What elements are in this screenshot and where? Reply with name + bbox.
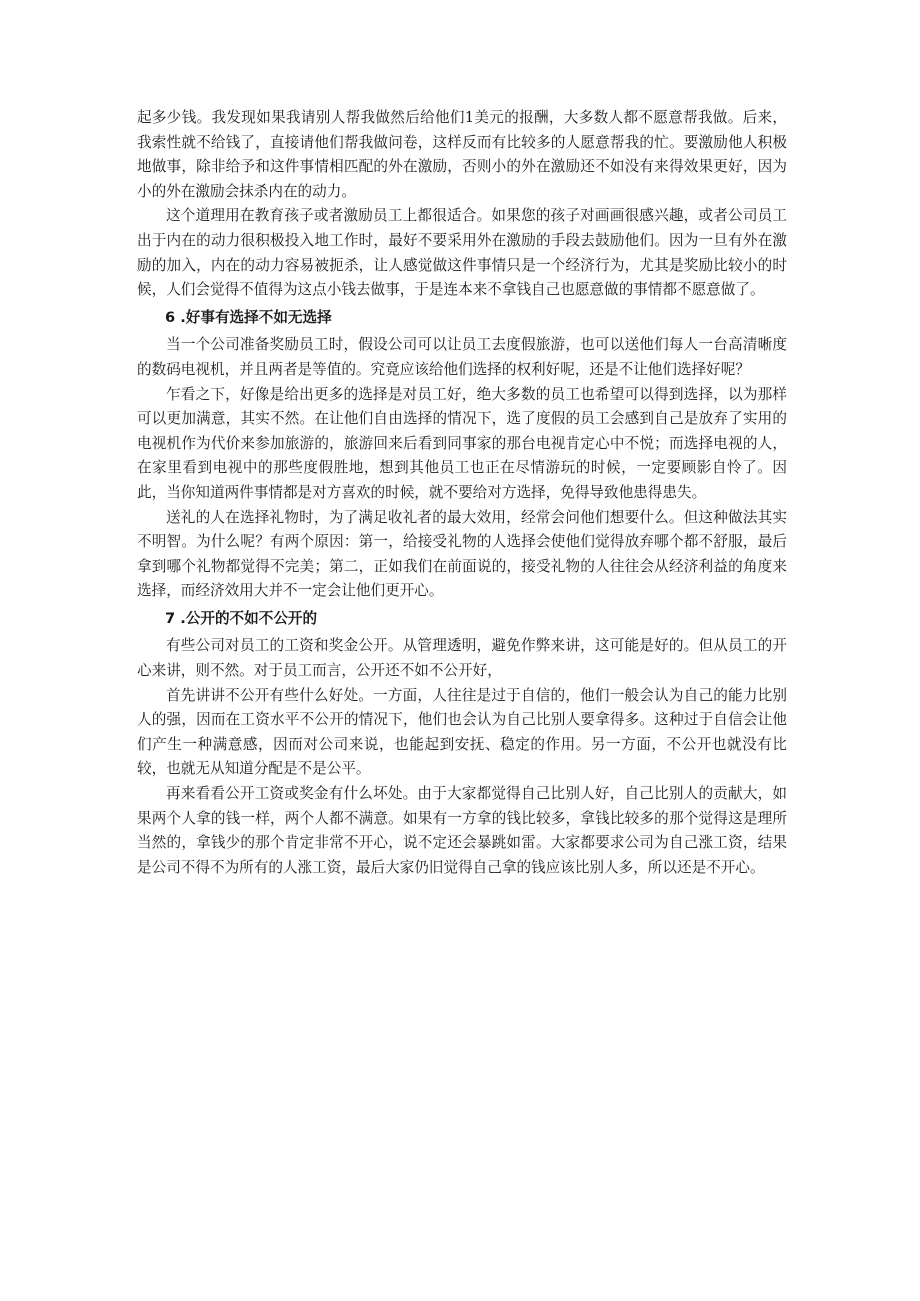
document-page	[137, 106, 787, 880]
section-heading-7: 7 .公开的不如不公开的	[165, 609, 318, 627]
paragraph: 乍看之下，好像是给出更多的选择是对员工好，绝大多数的员工也希望可以得到选择，以为那样可以更加满意，其实不然。在让他们自由选择的情况下，选了度假的员工会感到自己是放弃了实用的电视机作为代价来参加旅游的，旅游回来后看到同事家的那台电视肯定心中不悦；而选择电视的人，在家里看到电视中的那些度假胜地，想到其他员工也正在尽情游玩的时候，一定要顾影自怜了。因此，当你知道两件事情都是对方喜欢的时候，就不要给对方选择，免得导致他患得患失。	[137, 385, 787, 501]
paragraph-continued: 起多少钱。我发现如果我请别人帮我做然后给他们1美元的报酬，大多数人都不愿意帮我做。后来，我索性就不给钱了，直接请他们帮我做问卷，这样反而有比较多的人愿意帮我的忙。要激励他人积极地做事，除非给予和这件事情相匹配的外在激励，否则小的外在激励还不如没有来得效果更好，因为小的外在激励会抹杀内在的动力。	[137, 109, 787, 200]
paragraph: 送礼的人在选择礼物时，为了满足收礼者的最大效用，经常会问他们想要什么。但这种做法其实不明智。为什么呢？有两个原因：第一，给接受礼物的人选择会使他们觉得放弃哪个都不舒服，最后拿到哪个礼物都觉得不完美；第二，正如我们在前面说的，接受礼物的人往往会从经济利益的角度来选择，而经济效用大并不一定会让他们更开心。	[137, 508, 787, 600]
section-heading-6: 6 .好事有选择不如无选择	[165, 308, 332, 326]
paragraph: 首先讲讲不公开有些什么好处。一方面，人往往是过于自信的，他们一般会认为自己的能力比别人的强，因而在工资水平不公开的情况下，他们也会认为自己比别人要拿得多。这种过于自信会让他们产生一种满意感，因而对公司来说，也能起到安抚、稳定的作用。另一方面，不公开也就没有比较，也就无从知道分配是不是公平。	[137, 686, 787, 778]
paragraph: 再来看看公开工资或奖金有什么坏处。由于大家都觉得自己比别人好，自己比别人的贡献大，如果两个人拿的钱一样，两个人都不满意。如果有一方拿的钱比较多，拿钱比较多的那个觉得这是理所当然的，拿钱少的那个肯定非常不开心，说不定还会暴跳如雷。大家都要求公司为自己涨工资，结果是公司不得不为所有的人涨工资，最后大家仍旧觉得自己拿的钱应该比别人多，所以还是不开心。	[137, 785, 787, 876]
paragraph: 当一个公司准备奖励员工时，假设公司可以让员工去度假旅游，也可以送他们每人一台高清晰度的数码电视机，并且两者是等值的。究竟应该给他们选择的权利好呢，还是不让他们选择好呢？	[137, 336, 787, 378]
paragraph: 这个道理用在教育孩子或者激励员工上都很适合。如果您的孩子对画画很感兴趣，或者公司员工出于内在的动力很积极投入地工作时，最好不要采用外在激励的手段去鼓励他们。因为一旦有外在激励的加入，内在的动力容易被扼杀，让人感觉做这件事情只是一个经济行为，尤其是奖励比较小的时候，人们会觉得不值得为这点小钱去做事，于是连本来不拿钱自己也愿意做的事情都不愿意做了。	[137, 207, 787, 299]
paragraph: 有些公司对员工的工资和奖金公开。从管理透明，避免作弊来讲，这可能是好的。但从员工的开心来讲，则不然。对于员工而言，公开还不如不公开好，	[137, 637, 787, 680]
